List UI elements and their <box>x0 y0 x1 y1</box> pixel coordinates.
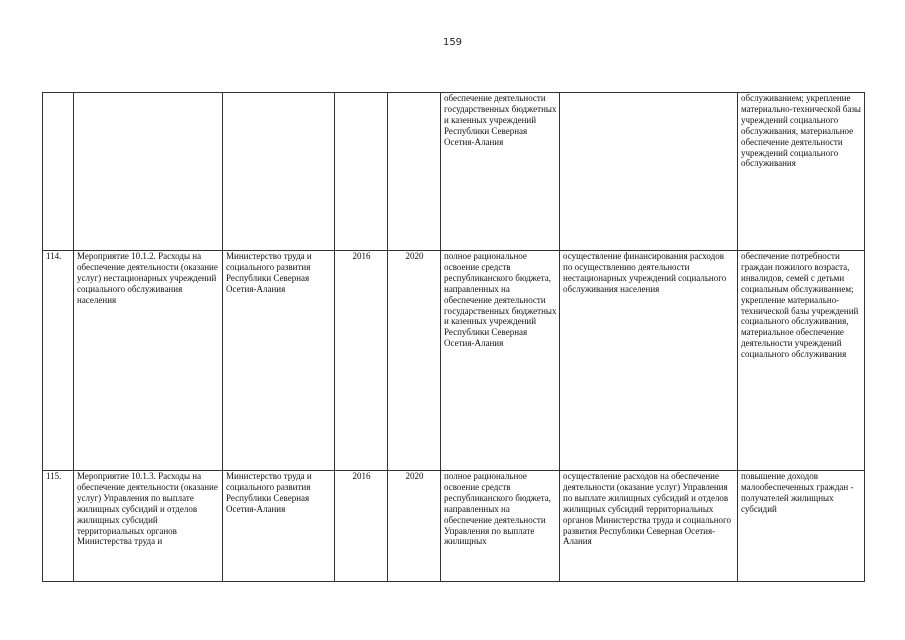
main-action-cell: осуществление финансирования расходов по осуществлению деятельности нестационарных учреждений социального обслуживания населения <box>560 251 738 471</box>
expected-result-cell <box>441 471 560 582</box>
start-year-cell: 2016 <box>335 471 388 582</box>
page-number: 159 <box>442 37 463 48</box>
effect-cell <box>738 251 865 471</box>
start-year-cell <box>335 93 388 251</box>
row-number-cell <box>43 93 74 251</box>
table-row <box>43 471 865 582</box>
event-name-cell <box>74 93 223 251</box>
expected-result-text: полное рациональное освоение средств республиканского бюджета, направленных на обеспечение деятельности государственных бюджетных и казенных учреждений Республики Северная Осетия-Алания <box>444 251 557 349</box>
effect-text: обеспечение потребности граждан пожилого возраста, инвалидов, семей с детьми социальным обслуживанием; укрепление материально-технической базы учреждений социального обслуживания, материальное обеспечение деятельности учреждений социального обслуживания <box>741 251 859 360</box>
expected-result-cell <box>441 251 560 471</box>
table-row <box>43 93 865 251</box>
end-year-cell: 2020 <box>388 471 441 582</box>
effect-text: обслуживанием; укрепление материально-технической базы учреждений социального обслуживания, материальное обеспечение деятельности учреждений социального обслуживания <box>741 93 861 169</box>
expected-result-text: обеспечение деятельности государственных бюджетных и казенных учреждений Республики Северная Осетия-Алания <box>444 93 557 147</box>
expected-result-cell <box>441 93 560 251</box>
executor-cell <box>223 93 335 251</box>
executor-cell: Министерство труда и социального развития Республики Северная Осетия-Алания <box>223 251 335 471</box>
event-name-cell <box>74 471 223 582</box>
start-year-cell: 2016 <box>335 251 388 471</box>
program-events-table <box>42 92 865 582</box>
effect-cell: повышение доходов малообеспеченных граждан - получателей жилищных субсидий <box>738 471 865 582</box>
end-year-cell: 2020 <box>388 251 441 471</box>
end-year-cell <box>388 93 441 251</box>
event-name-text: Мероприятие 10.1.3. Расходы на обеспечение деятельности (оказание услуг) Управления по выплате жилищных субсидий и отделов жилищных субсидий территориальных органов Министерства труда и <box>77 471 218 547</box>
expected-result-text: полное рациональное освоение средств республиканского бюджета, направленных на обеспечение деятельности Управления по выплате жилищных <box>444 471 552 547</box>
row-number-cell: 115. <box>43 471 74 582</box>
main-action-text: осуществление расходов на обеспечение деятельности (оказание услуг) Управления по выплате жилищных субсидий и отделов жилищных субсидий территориальных органов Министерства труда и социального развития Республики Северная Осетия-Алания <box>563 471 732 547</box>
main-action-cell <box>560 471 738 582</box>
executor-cell: Министерство труда и социального развития Республики Северная Осетия-Алания <box>223 471 335 582</box>
table-row <box>43 251 865 471</box>
effect-cell <box>738 93 865 251</box>
row-number-cell: 114. <box>43 251 74 471</box>
event-name-cell: Мероприятие 10.1.2. Расходы на обеспечение деятельности (оказание услуг) нестационарных учреждений социального обслуживания населения <box>74 251 223 471</box>
main-action-cell <box>560 93 738 251</box>
